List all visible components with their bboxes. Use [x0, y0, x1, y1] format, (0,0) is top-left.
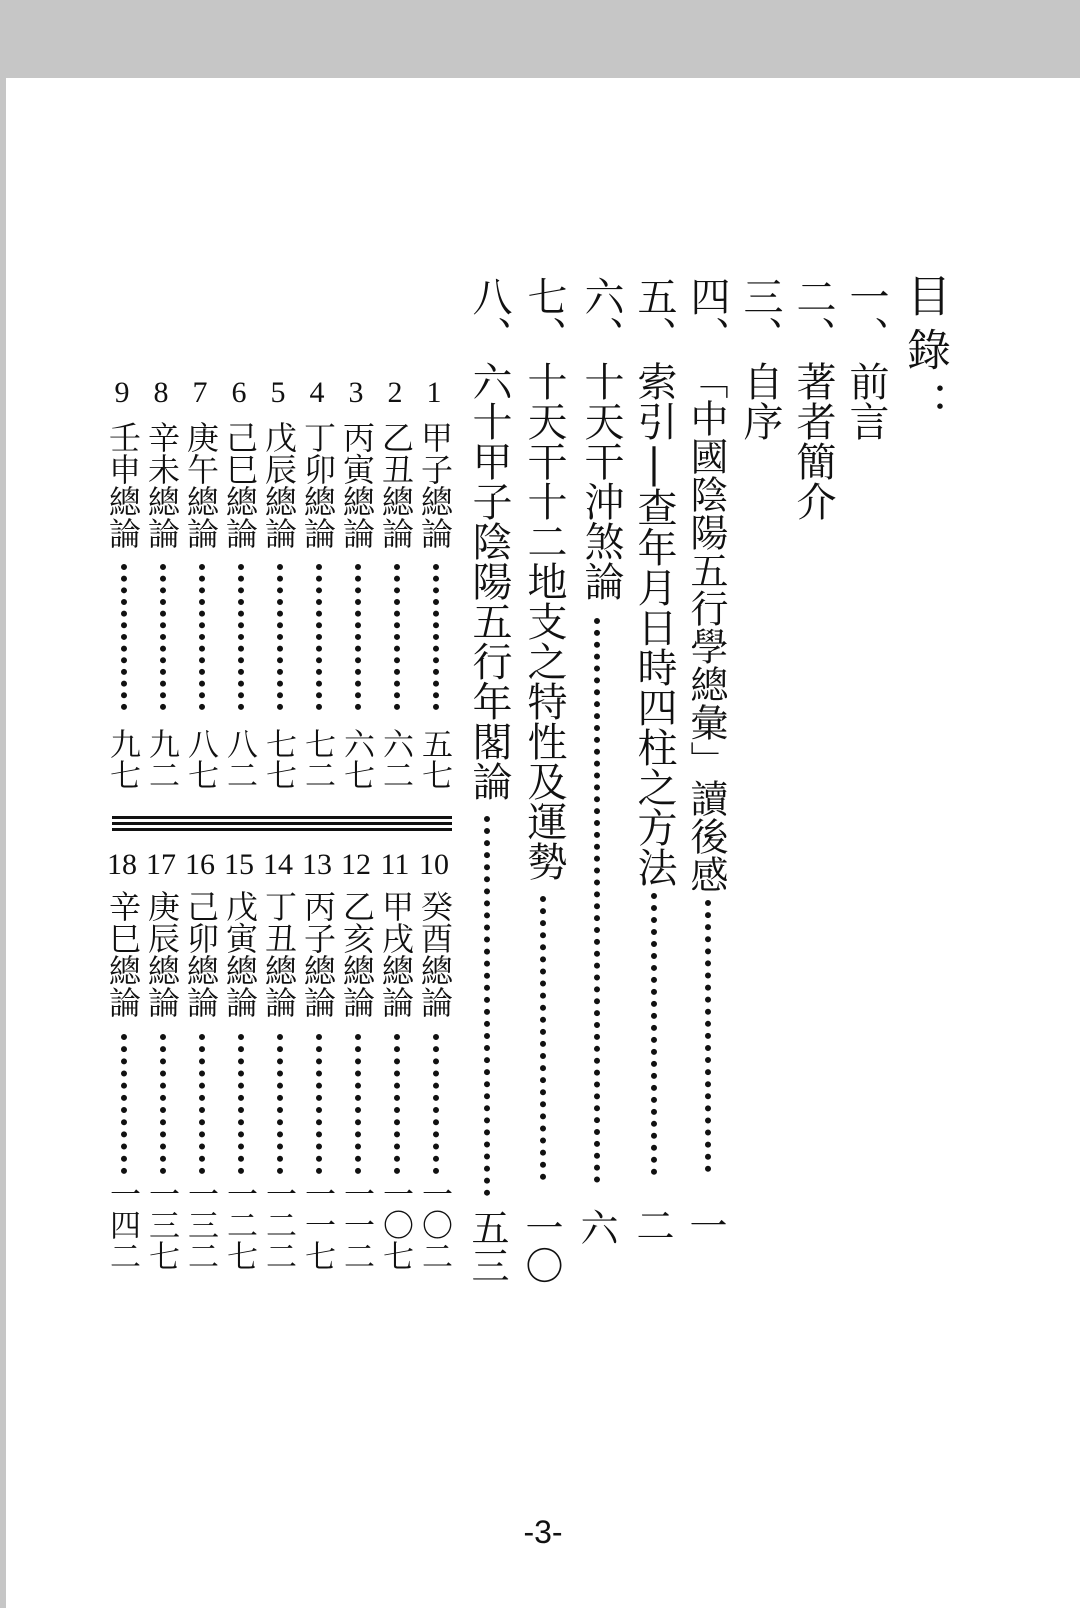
sub-entry-12-num: 12 [341, 848, 371, 881]
sub-entry-5-num: 5 [270, 376, 286, 409]
leader-dots [705, 900, 711, 1172]
sub-entry-13-text: 丙子總論 [299, 890, 337, 1018]
sub-entry-11-page: 一〇七 [377, 1178, 413, 1271]
sub-entry-16-text: 己卯總論 [182, 890, 220, 1018]
toc-entry-8-num: 八、 [466, 276, 512, 356]
separator-rule [112, 822, 452, 825]
toc-entry-3-text: 自序 [737, 361, 783, 441]
leader-dots [394, 564, 400, 710]
sub-entry-3-text: 丙寅總論 [338, 421, 376, 549]
sub-entry-9-num: 9 [114, 376, 130, 409]
sub-entry-1-text: 甲子總論 [416, 421, 454, 549]
leader-dots [199, 564, 205, 710]
sub-entry-8-page: 九二 [143, 728, 179, 790]
sub-entry-12-text: 乙亥總論 [338, 890, 376, 1018]
toc-entry-4-num: 四、 [684, 276, 730, 356]
toc-entry-8-page: 五三 [465, 1208, 509, 1284]
separator-rule [112, 816, 452, 819]
leader-dots [121, 1034, 127, 1174]
sub-entry-6-text: 己巳總論 [221, 421, 259, 549]
sub-entry-2-num: 2 [387, 376, 403, 409]
sub-entry-4-page: 七二 [299, 728, 335, 790]
sub-entry-9-page: 九七 [104, 728, 140, 790]
sub-entry-10-page: 一〇二 [416, 1178, 452, 1271]
toc-entry-8-text: 六十甲子陰陽五行年閣論 [466, 361, 512, 801]
leader-dots [121, 564, 127, 710]
toc-entry-5-text: 索引|查年月日時四柱之方法 [631, 361, 677, 887]
sub-entry-7-text: 庚午總論 [182, 421, 220, 549]
sub-entry-18-num: 18 [107, 848, 137, 881]
sub-entry-8-text: 辛未總論 [143, 421, 181, 549]
sub-entry-16-page: 一三二 [182, 1178, 218, 1271]
leader-dots [484, 816, 490, 1196]
toc-entry-6-text: 十天干沖煞論 [578, 361, 624, 601]
toc-entry-6-page: 六 [574, 1208, 618, 1246]
toc-entry-2-num: 二、 [790, 276, 836, 356]
leader-dots [316, 564, 322, 710]
sub-entry-3-page: 六七 [338, 728, 374, 790]
leader-dots [199, 1034, 205, 1174]
leader-dots [160, 1034, 166, 1174]
toc-entry-7-num: 七、 [521, 276, 567, 356]
sub-entry-5-text: 戊辰總論 [260, 421, 298, 549]
sub-entry-3-num: 3 [348, 376, 364, 409]
sub-entry-17-page: 一三七 [143, 1178, 179, 1271]
separator-rule [112, 828, 452, 831]
leader-dots [238, 1034, 244, 1174]
leader-dots [594, 618, 600, 1183]
sub-entry-14-text: 丁丑總論 [260, 890, 298, 1018]
sub-entry-7-num: 7 [192, 376, 208, 409]
toc-title: 目錄： [899, 273, 950, 435]
leader-dots [394, 1034, 400, 1174]
sub-entry-5-page: 七七 [260, 728, 296, 790]
leader-dots [160, 564, 166, 710]
leader-dots [277, 1034, 283, 1174]
sub-entry-15-text: 戊寅總論 [221, 890, 259, 1018]
sub-entry-6-page: 八二 [221, 728, 257, 790]
sub-entry-10-num: 10 [419, 848, 449, 881]
leader-dots [355, 564, 361, 710]
leader-dots [651, 893, 657, 1175]
toc-entry-4-text: 「中國陰陽五行學總彙」讀後感 [684, 361, 728, 893]
sub-entry-14-num: 14 [263, 848, 293, 881]
sub-entry-2-page: 六二 [377, 728, 413, 790]
toc-entry-2-text: 著者簡介 [790, 361, 836, 521]
sub-entry-9-text: 壬申總論 [104, 421, 142, 549]
page-number: -3- [523, 1514, 563, 1550]
leader-dots [433, 564, 439, 710]
leader-dots [316, 1034, 322, 1174]
toc-entry-1-text: 前言 [843, 361, 889, 441]
leader-dots [277, 564, 283, 710]
toc-entry-1-num: 一、 [843, 276, 889, 356]
sub-entry-4-num: 4 [309, 376, 325, 409]
sub-entry-7-page: 八七 [182, 728, 218, 790]
sub-entry-15-page: 一二七 [221, 1178, 257, 1271]
sub-entry-17-text: 庚辰總論 [143, 890, 181, 1018]
sub-entry-16-num: 16 [185, 848, 215, 881]
toc-entry-6-num: 六、 [578, 276, 624, 356]
sub-entry-8-num: 8 [153, 376, 169, 409]
toc-entry-4-page: 一 [683, 1206, 727, 1244]
sub-entry-13-num: 13 [302, 848, 332, 881]
sub-entry-18-text: 辛巳總論 [104, 890, 142, 1018]
sub-entry-11-text: 甲戌總論 [377, 890, 415, 1018]
toc-entry-5-num: 五、 [631, 276, 677, 356]
sub-entry-1-num: 1 [426, 376, 442, 409]
leader-dots [238, 564, 244, 710]
sub-entry-17-num: 17 [146, 848, 176, 881]
sub-entry-13-page: 一一七 [299, 1178, 335, 1271]
sub-entry-1-page: 五七 [416, 728, 452, 790]
toc-entry-5-page: 二 [630, 1206, 674, 1244]
toc-entry-7-text: 十天干十二地支之特性及運勢 [521, 361, 567, 881]
sub-entry-12-page: 一一二 [338, 1178, 374, 1271]
sub-entry-10-text: 癸酉總論 [416, 890, 454, 1018]
toc-entry-3-num: 三、 [737, 276, 783, 356]
leader-dots [355, 1034, 361, 1174]
book-page [6, 78, 1080, 1608]
sub-entry-2-text: 乙丑總論 [377, 421, 415, 549]
leader-dots [540, 896, 546, 1180]
leader-dots [433, 1034, 439, 1174]
sub-entry-4-text: 丁卯總論 [299, 421, 337, 549]
sub-entry-6-num: 6 [231, 376, 247, 409]
sub-entry-18-page: 一四二 [104, 1178, 140, 1271]
sub-entry-11-num: 11 [380, 848, 410, 881]
sub-entry-15-num: 15 [224, 848, 254, 881]
sub-entry-14-page: 一二二 [260, 1178, 296, 1271]
toc-entry-7-page: 一〇 [519, 1208, 563, 1284]
